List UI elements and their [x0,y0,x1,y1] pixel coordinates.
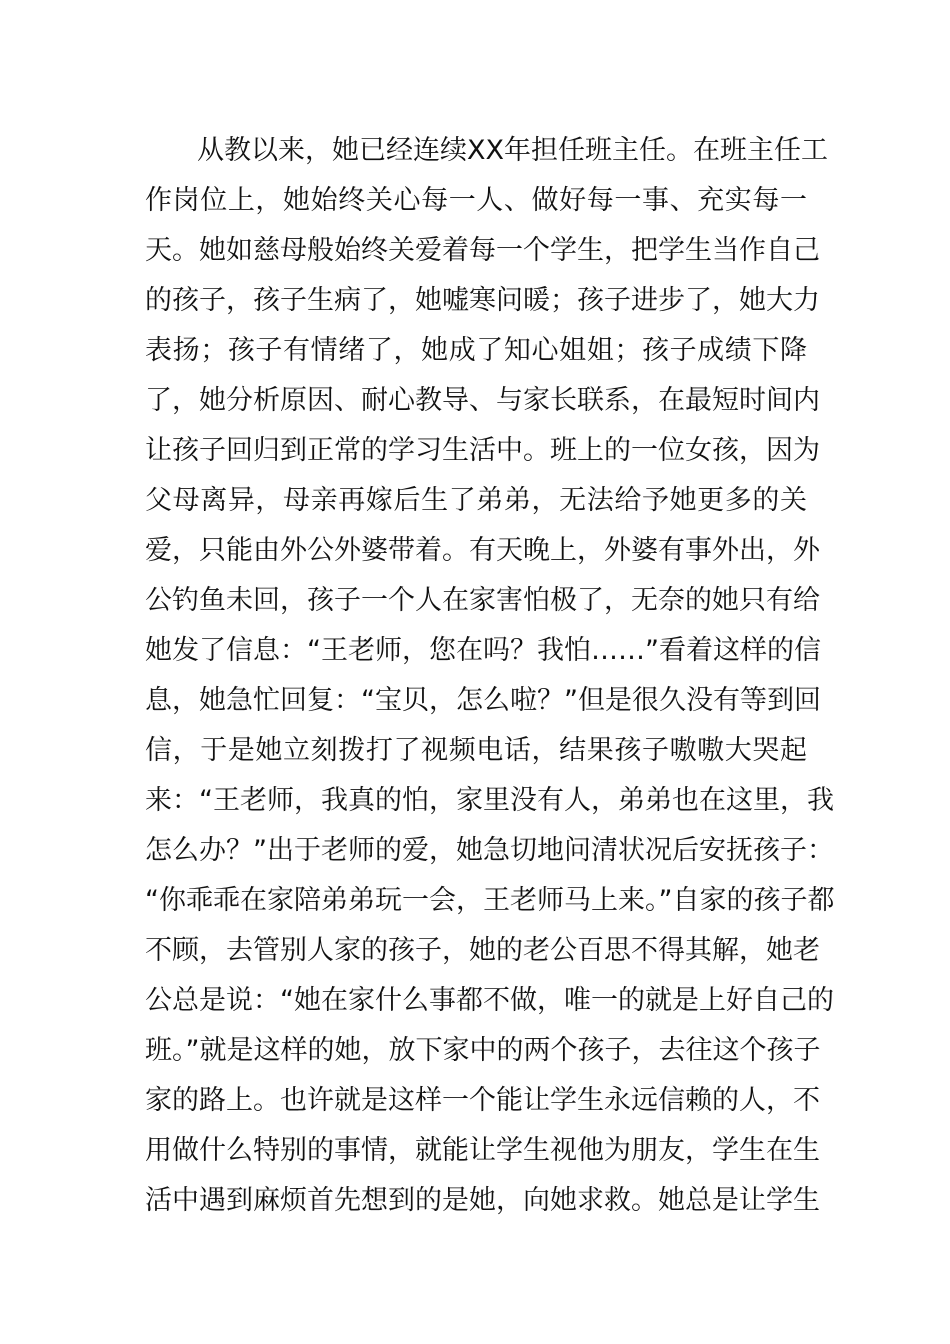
paragraph-line: 作岗位上，她始终关心每一人、做好每一事、充实每一 [145,185,807,216]
paragraph-line: 表扬；孩子有情绪了，她成了知心姐姐；孩子成绩下降 [145,335,807,366]
paragraph-line: 班。”就是这样的她，放下家中的两个孩子，去往这个孩子 [145,1035,821,1066]
paragraph-line: 来：“王老师，我真的怕，家里没有人，弟弟也在这里，我 [145,785,834,816]
paragraph-line: 让孩子回归到正常的学习生活中。班上的一位女孩，因为 [145,435,820,466]
paragraph-line: 的孩子，孩子生病了，她嘘寒问暖；孩子进步了，她大力 [145,285,820,316]
paragraph-line: 怎么办？”出于老师的爱，她急切地问清状况后安抚孩子： [145,835,834,866]
paragraph-line: 息，她急忙回复：“宝贝，怎么啦？”但是很久没有等到回 [145,685,821,716]
paragraph-line: 天。她如慈母般始终关爱着每一个学生，把学生当作自己 [145,235,820,266]
paragraph-line: 不顾，去管别人家的孩子，她的老公百思不得其解，她老 [145,935,820,966]
paragraph-line: 爱，只能由外公外婆带着。有天晚上，外婆有事外出，外 [145,535,820,566]
paragraph-line: 从教以来，她已经连续XX年担任班主任。在班主任工 [197,135,828,166]
paragraph-line: 父母离异，母亲再嫁后生了弟弟，无法给予她更多的关 [145,485,807,516]
paragraph-line: 活中遇到麻烦首先想到的是她，向她求救。她总是让学生 [145,1185,820,1216]
paragraph-line: “你乖乖在家陪弟弟玩一会，王老师马上来。”自家的孩子都 [145,885,835,916]
paragraph-line: 信，于是她立刻拨打了视频电话，结果孩子嗷嗷大哭起 [145,735,807,766]
paragraph-line: 公总是说：“她在家什么事都不做，唯一的就是上好自己的 [145,985,834,1016]
paragraph-line: 家的路上。也许就是这样一个能让学生永远信赖的人，不 [145,1085,820,1116]
paragraph-line: 她发了信息：“王老师，您在吗？我怕……”看着这样的信 [145,635,821,666]
paragraph-line: 用做什么特别的事情，就能让学生视他为朋友，学生在生 [145,1135,820,1166]
paragraph-line: 公钓鱼未回，孩子一个人在家害怕极了，无奈的她只有给 [145,585,820,616]
paragraph-line: 了，她分析原因、耐心教导、与家长联系，在最短时间内 [145,385,820,416]
body-paragraph [145,126,835,1226]
